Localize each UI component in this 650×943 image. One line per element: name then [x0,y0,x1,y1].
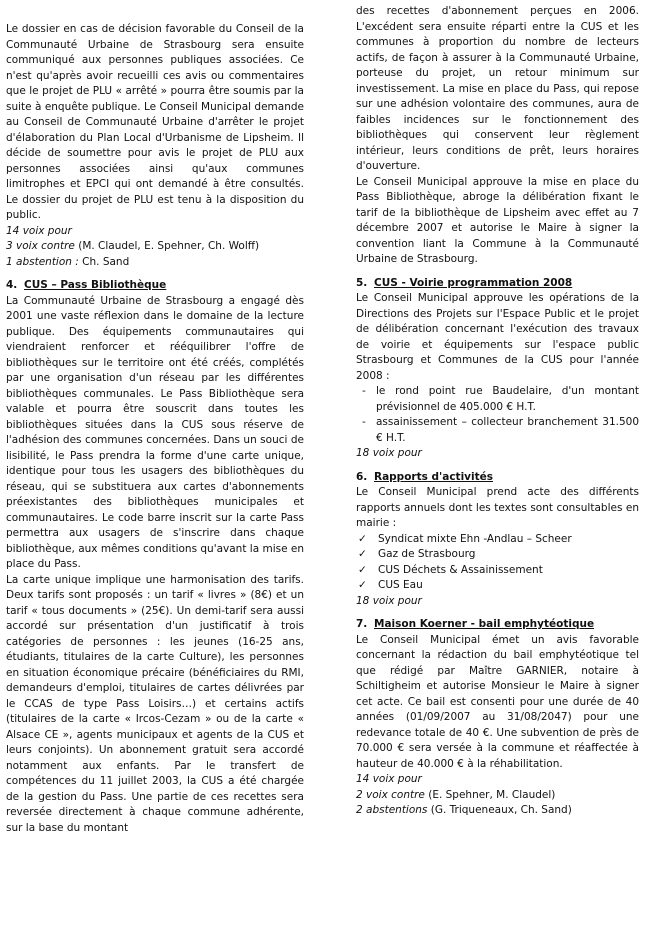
section-4-approval: Le Conseil Municipal approuve la mise en place du Pass Bibliothèque, abroge la délibération fixant le tarif de la bibliothèque de Lipsheim avec effet au 7 décembre 2007 et autorise le Maire à signer la convention liant la Commune à la Communauté Urbaine de Strasbourg. [356,175,639,265]
section-number: 6. [356,470,368,483]
section-7-heading [356,617,639,633]
plu-vote-for: 14 voix pour [6,224,72,237]
check-icon: ✓ [358,563,367,576]
section-title: CUS - Voirie programmation 2008 [374,276,573,289]
section-7-vote-against [356,788,639,804]
vote-against-label: 2 voix contre [356,788,425,801]
section-4-continuation: des recettes d'abonnement perçues en 2006. L'excédent sera ensuite réparti entre la CUS et les communes à proportion du nombre de lecteurs actifs, de façon à assurer à la Communauté Urbaine, porteuse du projet, un retour minimum sur investissement. La mise en place du Pass, qui repose sur une adhésion volontaire des communes, aura de faibles incidences sur le fonctionnement des bibliothèques qui conservent leur règlement intérieur, leurs conditions de prêt, leurs horaires d'ouverture. [356,5,639,172]
list-item [356,578,639,594]
section-5-vote: 18 voix pour [356,447,422,459]
vote-against-label: 3 voix contre [6,240,75,252]
section-6-list [356,532,639,594]
list-item [356,563,639,579]
plu-paragraph: Le dossier en cas de décision favorable du Conseil de la Communauté Urbaine de Strasbourg sera ensuite communiqué aux personnes publiques associées. Ce n'est qu'après avoir recueilli ces avis ou commentaires que le projet de PLU « arrêté » pourra être soumis par la suite à enquête publique. Le Conseil Municipal demande au Conseil de Communauté Urbaine d'arrêter le projet d'élaboration du Plan Local d'Urbanisme de Lipsheim. Il décide de soumettre pour avis le projet de PLU aux personnes associées ainsi qu'aux communes limitrophes et EPCI qui ont demandé à être consultés. Le dossier du projet de PLU est tenu à la disposition du public. [6,23,304,221]
section-7-abstentions [356,803,639,819]
left-column [6,0,304,943]
list-item-text: le rond point rue Baudelaire, d'un montant prévisionnel de 405.000 € H.T. [376,385,639,413]
abstention-names: Ch. Sand [82,255,130,268]
plu-abstention [6,255,304,271]
plu-vote-against [6,239,304,255]
section-number: 5. [356,276,368,289]
list-item-text: CUS Eau [378,579,423,591]
section-5-paragraph: Le Conseil Municipal approuve les opérations de la Directions des Projets sur l'Espace Public et le projet de délibération concernant l'exécution des travaux de voirie et équipements sur l'espace public Strasbourg et Communes de la CUS pour l'année 2008 : [356,292,639,382]
section-4-paragraph-2: La carte unique implique une harmonisation des tarifs. Deux tarifs sont proposés : un tarif « livres » (8€) et un tarif « tous documents » (25€). Un demi-tarif sera aussi accordé sur présentation d'un justificatif à trois catégories de personnes : les jeunes (16-25 ans, étudiants, titulaires de la carte Culture), les personnes en situation économique précaire (bénéficiaires du RMI, demandeurs d'emploi, titulaires de cartes délivrées par le CCAS de type Pass Loisirs…) et certains actifs (titulaires de la carte « Ircos-Cezam » ou de la carte « Alsace CE », agents municipaux et agents de la CUS et leurs conjoints). Un abonnement gratuit sera accordé notamment aux enfants. Par le transfert de compétences du 11 juillet 2003, la CUS a été chargée de la gestion du Pass. Une partie de ces recettes sera reversée directement à chaque commune adhérente, sur la base du montant [6,573,304,834]
section-7-paragraph: Le Conseil Municipal émet un avis favorable concernant la rédaction du bail emphytéotique tel que rédigé par Maître GARNIER, notaire à Schiltigheim et autorise Monsieur le Maire à signer cet acte. Ce bail est consenti pour une durée de 40 années (01/09/2007 au 31/08/2047) pour une redevance totale de 40 €. Une subvention de près de 70.000 € sera versée à la commune et réaffectée à hauteur de 40.000 € à la réhabilitation. [356,633,639,770]
list-item [356,547,639,563]
abstention-label: 1 abstention : [6,255,79,268]
list-item [356,532,639,548]
right-column [356,0,639,943]
section-6-heading [356,470,639,486]
section-4-heading [6,278,304,294]
check-icon: ✓ [358,532,367,545]
section-6-paragraph: Le Conseil Municipal prend acte des différents rapports annuels dont les textes sont consultables en mairie : [356,486,639,529]
dash-bullet: - [362,385,366,397]
check-icon: ✓ [358,548,367,560]
section-5-heading [356,276,639,292]
section-number: 7. [356,618,368,630]
dash-bullet: - [362,416,366,428]
list-item-text: assainissement – collecteur branchement 31.500 € H.T. [376,416,639,444]
section-4-paragraph-1: La Communauté Urbaine de Strasbourg a engagé dès 2001 une vaste réflexion dans le domaine de la lecture publique. Des équipements communautaires qui viendraient renforcer et rééquilibrer l'offre de bibliothèques sur le territoire ont été créés, complétés par une organisation d'un réseau par les différentes bibliothèques communales. Le Pass Bibliothèque sera valable et pourra être souscrit dans toutes les bibliothèques situées dans la CUS sous réserve de l'adhésion des communes concernées. Dans un souci de lisibilité, le Pass prendra la forme d'une carte unique, identique pour tous les usagers des bibliothèques du réseau, qui se substituera aux cartes d'abonnements préexistantes des bibliothèques municipales et communautaires. Le code barre inscrit sur la carte Pass permettra aux usagers de s'inscrire dans chaque bibliothèque, aux mêmes conditions qu'avant la mise en place du Pass. [6,294,304,570]
check-icon: ✓ [358,579,367,591]
list-item [356,415,639,446]
vote-against-names: (M. Claudel, E. Spehner, Ch. Wolff) [78,240,260,252]
section-number: 4. [6,279,18,291]
section-title: CUS – Pass Bibliothèque [24,279,167,291]
section-5-list [356,384,639,446]
list-item-text: CUS Déchets & Assainissement [378,563,543,576]
vote-against-names: (E. Spehner, M. Claudel) [428,788,556,801]
section-title: Maison Koerner - bail emphytéotique [374,618,595,630]
section-7-vote-for: 14 voix pour [356,773,422,785]
abstentions-names: (G. Triqueneaux, Ch. Sand) [430,804,572,816]
section-6-vote: 18 voix pour [356,594,422,607]
list-item-text: Gaz de Strasbourg [378,548,476,560]
list-item-text: Syndicat mixte Ehn -Andlau – Scheer [378,532,572,545]
list-item [356,384,639,415]
abstentions-label: 2 abstentions [356,804,428,816]
section-title: Rapports d'activités [374,470,494,483]
